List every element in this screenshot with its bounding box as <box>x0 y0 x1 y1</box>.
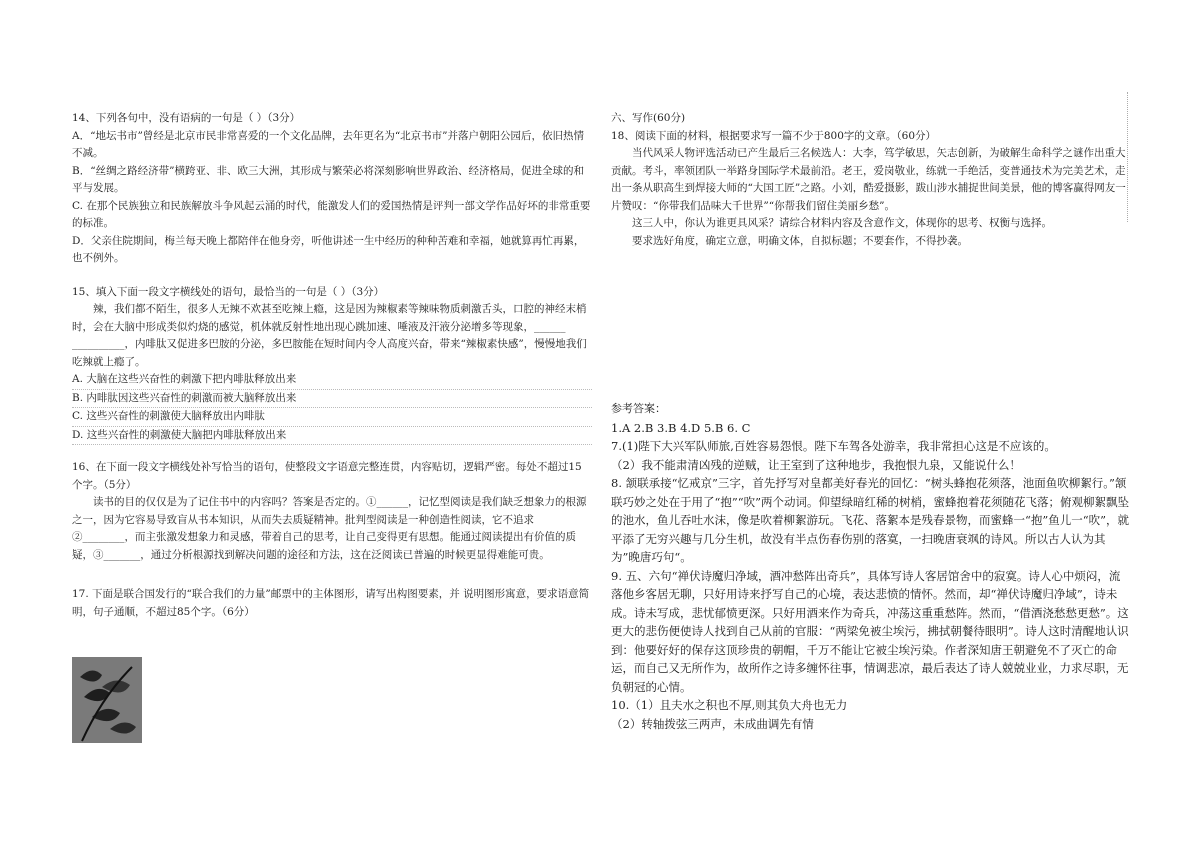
q14-option-b: B．“丝绸之路经济带”横跨亚、非、欧三大洲，其形成与繁荣必将深刻影响世界政治、经济格局，促进全球的和平与发展。 <box>72 164 584 194</box>
answers-title: 参考答案： <box>611 402 666 415</box>
answer-8: 8. 颔联承接“忆戒京”三字，首先抒写对皇都美好春光的回忆：“树头蜂抱花须落，池面鱼吹柳絮行。”颔联巧妙之处在于用了“抱”“吹”两个动词。仰望绿暗红稀的树梢，蜜蜂抱着花须随花飞落；俯观柳絮飘坠的池水，鱼儿吞吐水沫，像是吹着柳絮游玩。飞花、落絮本是残春景物，而蜜蜂一“抱”鱼儿一“吹”，就平添了无穷兴趣与几分生机，故没有半点伤春伤别的落寞，一扫晚唐衰飒的诗风。所以古人认为其为”晚唐巧句“。 <box>611 476 1130 564</box>
q18-material: 当代风采人物评选活动已产生最后三名候选人：大李，笃学敏思，矢志创新，为破解生命科学之谜作出重大贡献。考斗，率领团队一举路身国际学术最前沿。老王，爱岗敬业，练就一手绝活，变普通技术为完美艺术，走出一条从职高生到焊接大师的“大国工匠”之路。小刘，酷爱摄影，跋山涉水捕捉世间美景，他的博客赢得网友一片赞叹：“你带我们品味大千世界”“你帮我们留住美丽乡愁”。 <box>611 147 1126 212</box>
answer-7-1: 7.(1)陛下大兴军队师旅,百姓容易怨恨。陛下车驾各处游幸，我非常担心这是不应该的。 <box>611 439 1056 453</box>
q14-option-a: A．“地坛书市”曾经是北京市民非常喜爱的一个文化品牌，去年更名为“北京书市”并落户朝阳公园后，依旧热情不减。 <box>72 129 585 159</box>
un-stamp-image <box>72 657 142 743</box>
answer-10-2: （2）转轴拨弦三两声，未成曲调先有情 <box>611 716 814 731</box>
q15-option-a: A. 大脑在这些兴奋性的刺激下把内啡肽释放出来 <box>72 371 592 390</box>
q15-option-d: D. 这些兴奋性的刺激使大脑把内啡肽释放出来 <box>72 427 592 446</box>
q17-title: 17. 下面是联合国发行的“联合我们的力量”邮票中的主体图形，请写出构图要素，并 说明图形寓意，要求语意简明，句子通顺，不超过85个字。（6分） <box>72 588 590 618</box>
answer-7-2: （2）我不能肃清凶残的逆贼，让王室到了这种地步，我抱恨九泉，又能说什么！ <box>611 457 1021 472</box>
q16-title: 16、在下面一段文字横线处补写恰当的语句，使整段文字语意完整连贯，内容贴切，逻辑严密。每处不超过15个字。（5分） <box>72 461 582 491</box>
answer-key <box>611 400 1129 733</box>
q15-title: 15、填入下面一段文字横线处的语句，最恰当的一句是（ ）（3分） <box>72 285 385 298</box>
q14-option-d: D．父亲住院期间，梅兰每天晚上都陪伴在他身旁，听他讲述一生中经历的种种苦难和幸福，她就算再忙再累，也不例外。 <box>72 234 585 264</box>
q18-requirements: 要求选好角度，确定立意，明确文体，自拟标题；不要套作，不得抄袭。 <box>632 234 968 247</box>
answers-choice: 1.A 2.B 3.B 4.D 5.B 6. C <box>611 420 751 435</box>
answer-10-1: 10.（1）且夫水之积也不厚,则其负大舟也无力 <box>611 698 848 712</box>
q18-prompt: 这三人中，你认为谁更具风采？请综合材料内容及含意作文，体现你的思考、权衡与选择。 <box>632 217 1052 229</box>
q14-option-c: C. 在那个民族独立和民族解放斗争风起云涌的时代，能激发人们的爱国热情是评判一部文学作品好坏的非常重要的标准。 <box>72 199 591 229</box>
answer-9: 9. 五、六句“禅伏诗魔归净域，酒冲愁阵出奇兵”，具体写诗人客居馆舍中的寂寞。诗人心中烦闷，流落他乡客居无聊，只好用诗来抒写自己的心境，表达悲愤的情怀。然而，却“禅伏诗魔归净域”，诗未成。诗未写成，悲忧郁愤更深。只好用酒来作为奇兵，冲荡这重重愁阵。然而，“借酒浇愁愁更愁”。这更大的悲伤便使诗人找到自己从前的官服：“两梁免被尘埃污，拂拭朝餐待眼明”。诗人这时清醒地认识到：他要好好的保存这顶珍贵的朝帽，千万不能让它被尘埃污染。作者深知唐王朝避免不了灭亡的命运，而自己又无所作为，故所作之诗多缠怀往事，情调悲凉，最后表达了诗人兢兢业业，力求尽职，无负朝冠的心情。 <box>611 568 1129 694</box>
left-column <box>72 110 592 621</box>
q15-passage: 辣，我们都不陌生，很多人无辣不欢甚至吃辣上瘾，这是因为辣椒素等辣味物质刺激舌头，口腔的神经末梢时，会在大脑中形成类似灼烧的感觉，机体就反射性地出现心跳加速、唾液及汗液分泌增多等现象，______ __________，内啡肽又促进多巴胺的分泌，多巴胺能在短时间内令人高度兴奋，带来“辣椒素快感”，慢慢地我们吃辣就上瘾了。 <box>72 303 587 368</box>
q18-title: 18、阅读下面的材料，根据要求写一篇不少于800字的文章。（60分） <box>611 129 937 142</box>
right-column <box>611 110 1129 733</box>
q15-option-c: C. 这些兴奋性的刺激使大脑释放出内啡肽 <box>72 408 592 427</box>
q16-passage: 读书的目的仅仅是为了记住书中的内容吗？答案是否定的。①______，记忆型阅读是我们缺乏想象力的根源之一，因为它容易导致盲从书本知识，从而失去质疑精神。批判型阅读是一种创造性阅读，它不追求②________，而主张激发想象力和灵感，带着自己的思考，让自己变得更有思想。能通过阅读提出有价值的质疑，③_______，通过分析根源找到解决问题的途径和方法，这在泛阅读已普遍的时候更显得难能可贵。 <box>72 496 587 561</box>
writing-section-title: 六、写作(60分) <box>611 112 686 124</box>
q15-option-b: B. 内啡肽因这些兴奋性的刺激而被大脑释放出来 <box>72 390 592 409</box>
q14-title: 14、下列各句中，没有语病的一句是（ ）（3分） <box>72 112 301 124</box>
